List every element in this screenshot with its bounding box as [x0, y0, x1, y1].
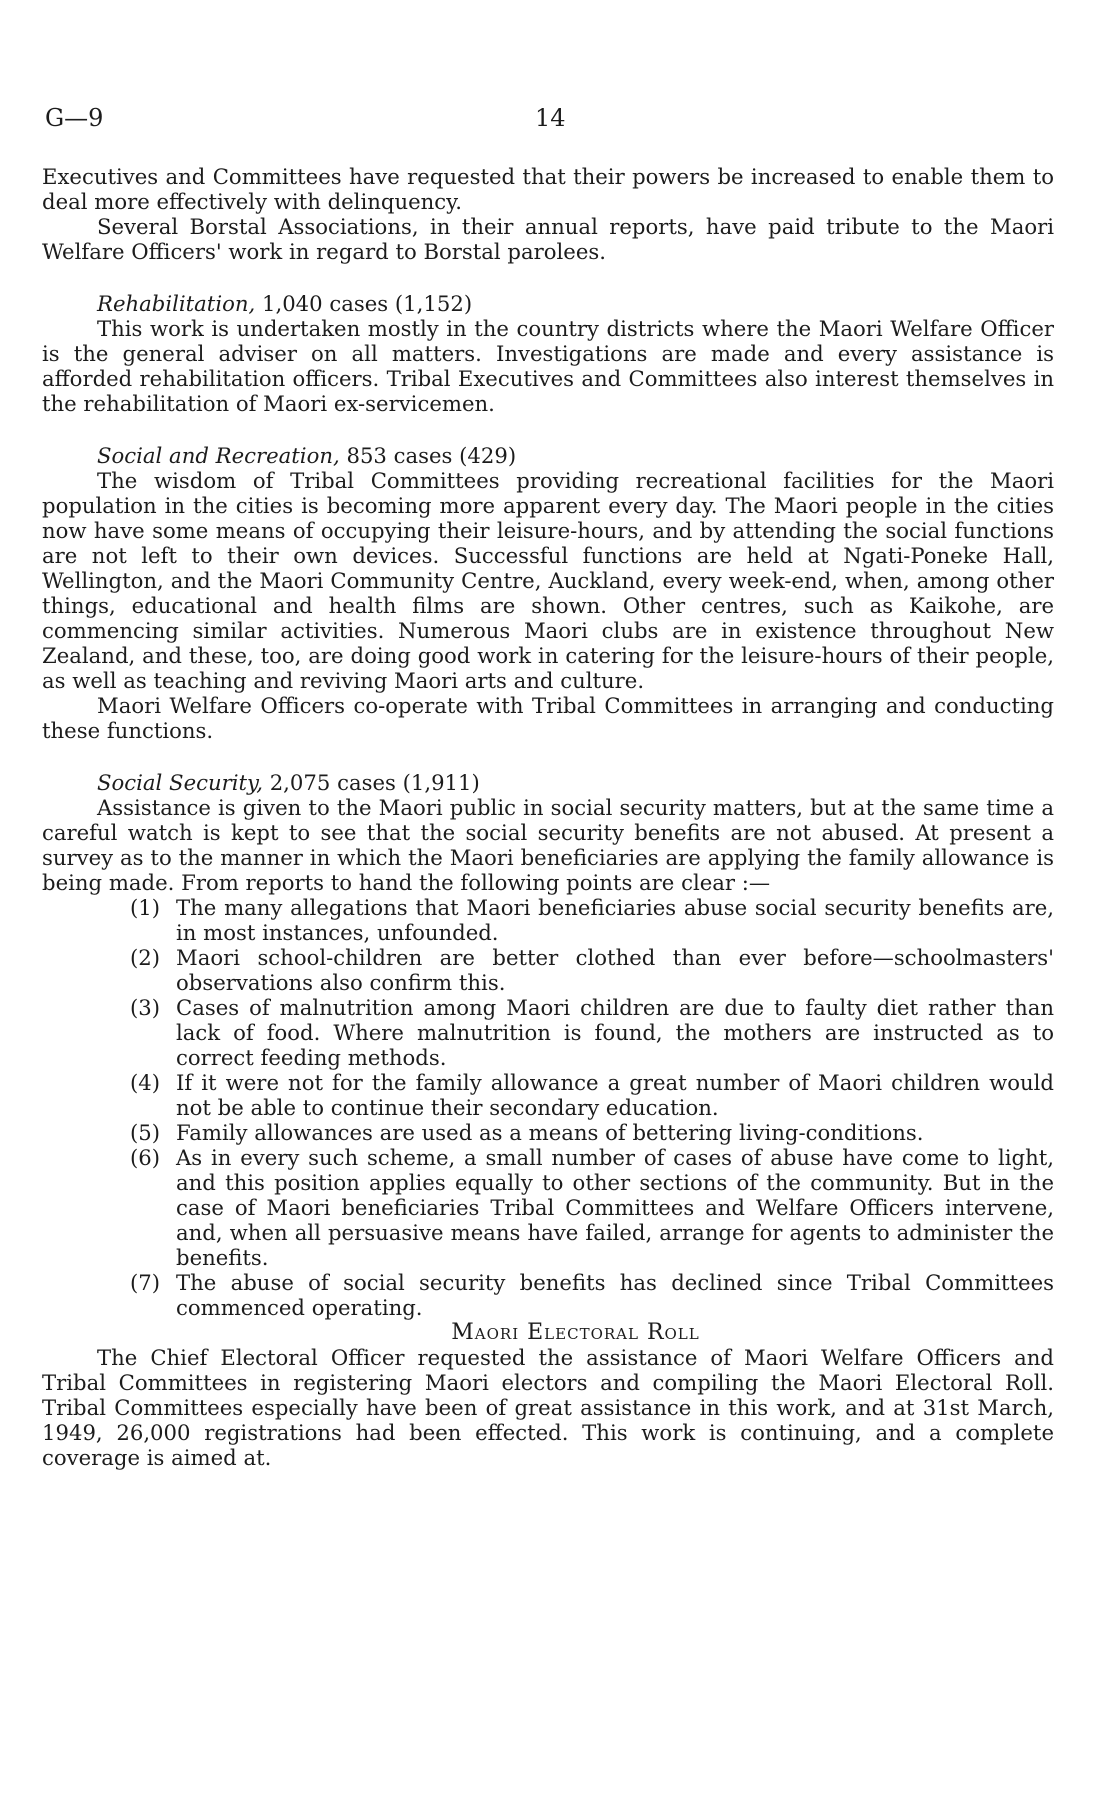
list-item-number: (7) — [130, 1270, 161, 1295]
rehabilitation-heading — [42, 291, 1054, 316]
page-number: 14 — [535, 104, 566, 132]
intro-paragraph-2: Several Borstal Associations, in their annual reports, have paid tribute to the Maori Welfare Officers' work in regard to Borstal parolees. — [42, 214, 1054, 264]
social-recreation-cases: 853 cases (429) — [346, 443, 517, 468]
social-security-points-list — [42, 895, 1054, 1320]
rehabilitation-paragraph: This work is undertaken mostly in the country districts where the Maori Welfare Officer is the general adviser on all matters. Investigations are made and every assistance is afforded rehabilitation officers. Tribal Executives and Committees also interest themselves in the rehabilitation of Maori ex-servicemen. — [42, 316, 1054, 416]
electoral-roll-paragraph: The Chief Electoral Officer requested the assistance of Maori Welfare Officers and Tribal Committees in registering Maori electors and compiling the Maori Electoral Roll. Tribal Committees especially have been of great assistance in this work, and at 31st March, 1949, 26,000 registrations had been effected. This work is continuing, and a complete coverage is aimed at. — [42, 1345, 1054, 1470]
list-item-number: (4) — [130, 1070, 161, 1095]
intro-paragraph-1: Executives and Committees have requested that their powers be increased to enable them to deal more effectively with delinquency. — [42, 164, 1054, 214]
list-item-text: Maori school-children are better clothed than ever before—schoolmasters' observations also confirm this. — [176, 945, 1054, 995]
list-item-number: (1) — [130, 895, 161, 920]
list-item — [42, 895, 1054, 945]
social-recreation-paragraph-2: Maori Welfare Officers co-operate with Tribal Committees in arranging and conducting these functions. — [42, 693, 1054, 743]
list-item-text: The many allegations that Maori beneficiaries abuse social security benefits are, in most instances, unfounded. — [176, 895, 1054, 945]
social-security-cases: 2,075 cases (1,911) — [269, 770, 480, 795]
list-item-number: (3) — [130, 995, 161, 1020]
social-security-paragraph: Assistance is given to the Maori public in social security matters, but at the same time a careful watch is kept to see that the social security benefits are not abused. At present a survey as to the manner in which the Maori beneficiaries are applying the family allowance is being made. From reports to hand the following points are clear :— — [42, 795, 1054, 895]
list-item-number: (6) — [130, 1145, 161, 1170]
social-security-heading — [42, 770, 1054, 795]
electoral-roll-heading: Maori Electoral Roll — [451, 1320, 700, 1345]
list-item-number: (5) — [130, 1120, 161, 1145]
list-item-text: Cases of malnutrition among Maori children are due to faulty diet rather than lack of food. Where malnutrition is found, the mothers are instructed as to correct feeding methods. — [176, 995, 1054, 1070]
rehabilitation-title: Rehabilitation, — [97, 291, 256, 316]
list-item-number: (2) — [130, 945, 161, 970]
social-recreation-heading — [42, 443, 1054, 468]
list-item — [42, 995, 1054, 1070]
rehabilitation-cases: 1,040 cases (1,152) — [261, 291, 473, 316]
social-recreation-title: Social and Recreation, — [97, 443, 340, 468]
list-item-text: As in every such scheme, a small number of cases of abuse have come to light, and this position applies equally to other sections of the community. But in the case of Maori beneficiaries Tribal Committees and Welfare Officers intervene, and, when all persuasive means have failed, arrange for agents to administer the benefits. — [176, 1145, 1054, 1270]
social-security-title: Social Security, — [97, 770, 263, 795]
social-recreation-paragraph-1: The wisdom of Tribal Committees providing recreational facilities for the Maori population in the cities is becoming more apparent every day. The Maori people in the cities now have some means of occupying their leisure-hours, and by attending the social functions are not left to their own devices. Successful functions are held at Ngati-Poneke Hall, Wellington, and the Maori Community Centre, Auckland, every week-end, when, among other things, educational and health films are shown. Other centres, such as Kaikohe, are commencing similar activities. Numerous Maori clubs are in existence throughout New Zealand, and these, too, are doing good work in catering for the leisure-hours of their people, as well as teaching and reviving Maori arts and culture. — [42, 468, 1054, 693]
list-item — [42, 945, 1054, 995]
list-item-text: The abuse of social security benefits has declined since Tribal Committees commenced operating. — [176, 1270, 1054, 1320]
list-item-text: Family allowances are used as a means of bettering living-conditions. — [176, 1120, 924, 1145]
list-item — [42, 1070, 1054, 1120]
list-item — [42, 1120, 1054, 1145]
page-body — [42, 164, 1054, 1470]
list-item — [42, 1145, 1054, 1270]
list-item-text: If it were not for the family allowance a great number of Maori children would not be able to continue their secondary education. — [176, 1070, 1054, 1120]
list-item — [42, 1270, 1054, 1320]
document-reference: G—9 — [45, 104, 104, 132]
